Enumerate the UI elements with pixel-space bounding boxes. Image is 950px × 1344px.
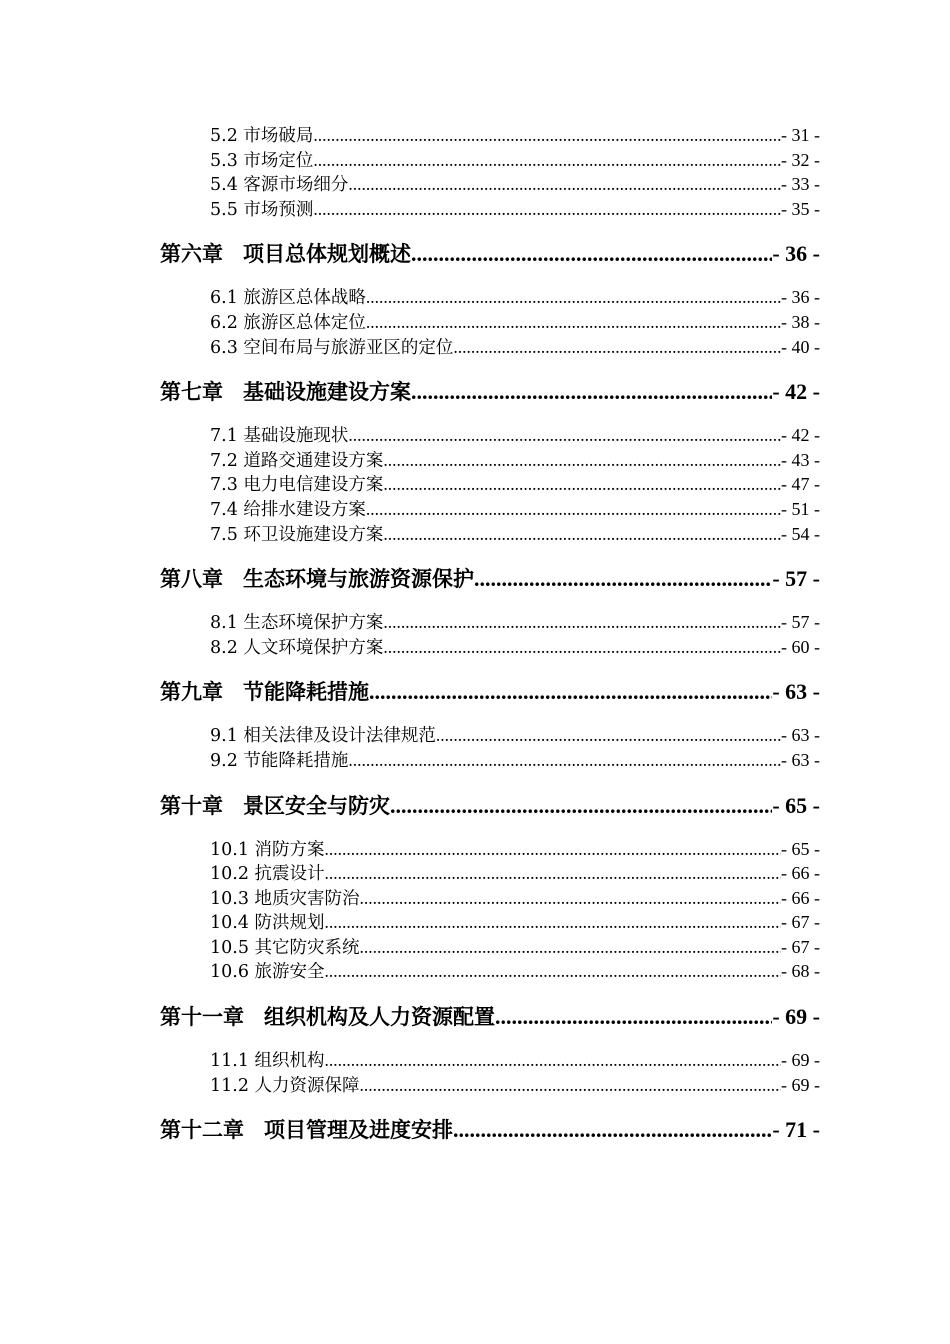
toc-page-number: - 69 -: [772, 1004, 820, 1030]
toc-chapter-entry[interactable]: [160, 376, 820, 406]
toc-section-entry[interactable]: [210, 747, 820, 772]
toc-chapter-entry[interactable]: [160, 1114, 820, 1144]
toc-chapter-entry[interactable]: [160, 676, 820, 706]
toc-chapter-entry[interactable]: [160, 1001, 820, 1031]
toc-entry-title: 11.1 组织机构: [210, 1051, 325, 1072]
toc-entry-title: 5.2 市场破局: [210, 126, 314, 146]
dot-leader: [348, 174, 781, 195]
toc-entry-title: 11.2 人力资源保障: [210, 1075, 360, 1096]
toc-page-number: - 67 -: [781, 912, 820, 933]
toc-page-number: - 40 -: [781, 336, 820, 357]
dot-leader: [383, 450, 781, 471]
toc-entry-title: 7.1 基础设施现状: [210, 426, 349, 447]
toc-section-entry[interactable]: [210, 122, 820, 147]
toc-chapter-entry[interactable]: [160, 563, 820, 593]
dot-leader: [436, 725, 781, 746]
toc-chapter-title: 项目总体规划概述: [243, 242, 411, 267]
toc-entry-title: 7.2 道路交通建设方案: [210, 450, 384, 471]
toc-page-number: - 42 -: [781, 425, 820, 446]
toc-entry-title: [160, 1114, 453, 1144]
toc-chapter-title: 节能降耗措施: [243, 680, 369, 705]
dot-leader: [325, 961, 781, 982]
toc-section-entry[interactable]: [210, 958, 820, 983]
toc-page-number: - 57 -: [772, 566, 820, 592]
toc-chapter-number: 第十一章: [160, 1005, 244, 1030]
toc-page-number: - 69 -: [781, 1050, 820, 1071]
toc-section-entry[interactable]: [210, 196, 820, 221]
toc-page-number: - 42 -: [772, 379, 820, 405]
dot-leader: [360, 937, 781, 958]
toc-page-number: - 31 -: [781, 125, 820, 145]
toc-entry-title: [160, 790, 390, 820]
table-of-contents: [0, 122, 950, 1160]
toc-entry-title: 7.5 环卫设施建设方案: [210, 524, 384, 545]
dot-leader: [348, 425, 781, 446]
toc-page-number: - 66 -: [781, 887, 820, 908]
dot-leader: [313, 199, 781, 220]
toc-page-number: - 68 -: [781, 961, 820, 982]
toc-section-entry[interactable]: [210, 471, 820, 496]
dot-leader: [325, 1050, 781, 1071]
dot-leader: [360, 1075, 781, 1096]
toc-section-entry[interactable]: [210, 836, 820, 861]
dot-leader: [366, 312, 781, 333]
toc-section-entry[interactable]: [210, 934, 820, 959]
toc-chapter-title: 项目管理及进度安排: [264, 1118, 453, 1143]
toc-entry-title: [160, 563, 474, 593]
toc-page-number: - 38 -: [781, 311, 820, 332]
toc-page-number: - 65 -: [781, 838, 820, 859]
toc-entry-title: 9.1 相关法律及设计法律规范: [210, 726, 436, 747]
toc-section-entry[interactable]: [210, 521, 820, 546]
toc-section-entry[interactable]: [210, 909, 820, 934]
toc-chapter-number: 第十章: [160, 793, 223, 818]
toc-page-number: - 60 -: [781, 636, 820, 657]
dot-leader: [366, 287, 781, 308]
dot-leader: [313, 125, 781, 146]
toc-chapter-title: 组织机构及人力资源配置: [264, 1005, 495, 1030]
toc-entry-title: 6.2 旅游区总体定位: [210, 312, 366, 333]
dot-leader: [369, 679, 772, 705]
toc-section-entry[interactable]: [210, 609, 820, 634]
dot-leader: [411, 241, 772, 267]
toc-entry-title: 9.2 节能降耗措施: [210, 750, 349, 771]
toc-page-number: - 36 -: [781, 287, 820, 308]
toc-page-number: - 36 -: [772, 241, 820, 267]
dot-leader: [411, 379, 772, 405]
dot-leader: [313, 150, 781, 171]
toc-entry-title: 7.4 给排水建设方案: [210, 499, 366, 520]
toc-entry-title: 7.3 电力电信建设方案: [210, 475, 384, 496]
toc-page-number: - 65 -: [772, 792, 820, 818]
toc-page-number: - 69 -: [781, 1074, 820, 1095]
toc-page-number: - 51 -: [781, 498, 820, 519]
toc-page-number: - 43 -: [781, 449, 820, 470]
toc-chapter-title: 生态环境与旅游资源保护: [243, 567, 474, 592]
dot-leader: [383, 524, 781, 545]
dot-leader: [348, 750, 781, 771]
toc-entry-title: 5.3 市场定位: [210, 150, 314, 171]
toc-entry-title: 8.1 生态环境保护方案: [210, 613, 384, 634]
toc-page-number: - 47 -: [781, 474, 820, 495]
toc-page-number: - 35 -: [781, 198, 820, 219]
toc-entry-title: [160, 238, 411, 268]
toc-chapter-title: 景区安全与防灾: [243, 793, 390, 818]
toc-page-number: - 71 -: [772, 1117, 820, 1143]
toc-chapter-number: 第八章: [160, 567, 223, 592]
toc-section-entry[interactable]: [210, 422, 820, 447]
dot-leader: [474, 566, 772, 592]
toc-chapter-number: 第十二章: [160, 1118, 244, 1143]
toc-entry-title: 10.1 消防方案: [210, 839, 325, 860]
dot-leader: [325, 839, 781, 860]
toc-entry-title: 10.2 抗震设计: [210, 864, 325, 885]
toc-page-number: - 66 -: [781, 863, 820, 884]
toc-chapter-number: 第九章: [160, 680, 223, 705]
toc-section-entry[interactable]: [210, 1047, 820, 1072]
dot-leader: [383, 612, 781, 633]
toc-chapter-number: 第七章: [160, 380, 223, 405]
toc-page-number: - 54 -: [781, 523, 820, 544]
toc-entry-title: [160, 376, 411, 406]
toc-chapter-number: 第六章: [160, 242, 223, 267]
toc-section-entry[interactable]: [210, 634, 820, 659]
toc-page-number: - 32 -: [781, 149, 820, 170]
toc-chapter-entry[interactable]: [160, 238, 820, 268]
dot-leader: [325, 863, 781, 884]
toc-section-entry[interactable]: [210, 885, 820, 910]
toc-chapter-title: 基础设施建设方案: [243, 380, 411, 405]
toc-entry-title: 6.3 空间布局与旅游亚区的定位: [210, 337, 454, 358]
toc-section-entry[interactable]: [210, 171, 820, 196]
dot-leader: [383, 637, 781, 658]
toc-entry-title: 10.4 防洪规划: [210, 913, 325, 934]
toc-page-number: - 63 -: [772, 679, 820, 705]
dot-leader: [325, 912, 781, 933]
toc-entry-title: 10.6 旅游安全: [210, 962, 325, 983]
dot-leader: [453, 337, 781, 358]
toc-entry-title: 6.1 旅游区总体战略: [210, 288, 366, 309]
toc-section-entry[interactable]: [210, 1072, 820, 1097]
toc-entry-title: [160, 1001, 495, 1031]
toc-page-number: - 57 -: [781, 612, 820, 633]
dot-leader: [366, 499, 781, 520]
dot-leader: [453, 1117, 772, 1143]
toc-section-entry[interactable]: [210, 496, 820, 521]
toc-page-number: - 63 -: [781, 725, 820, 746]
toc-page-number: - 67 -: [781, 936, 820, 957]
dot-leader: [390, 793, 772, 819]
toc-section-entry[interactable]: [210, 147, 820, 172]
toc-page-number: - 33 -: [781, 174, 820, 195]
dot-leader: [383, 474, 781, 495]
toc-section-entry[interactable]: [210, 309, 820, 334]
toc-entry-title: 8.2 人文环境保护方案: [210, 637, 384, 658]
toc-entry-title: 5.4 客源市场细分: [210, 175, 349, 196]
toc-entry-title: 10.3 地质灾害防治: [210, 888, 360, 909]
toc-page-number: - 63 -: [781, 749, 820, 770]
toc-section-entry[interactable]: [210, 334, 820, 359]
toc-entry-title: [160, 676, 369, 706]
toc-section-entry[interactable]: [210, 447, 820, 472]
toc-entry-title: 10.5 其它防灾系统: [210, 937, 360, 958]
toc-section-entry[interactable]: [210, 284, 820, 309]
toc-chapter-entry[interactable]: [160, 790, 820, 820]
dot-leader: [360, 888, 781, 909]
dot-leader: [495, 1004, 772, 1030]
toc-entry-title: 5.5 市场预测: [210, 199, 314, 220]
toc-section-entry[interactable]: [210, 722, 820, 747]
toc-section-entry[interactable]: [210, 860, 820, 885]
